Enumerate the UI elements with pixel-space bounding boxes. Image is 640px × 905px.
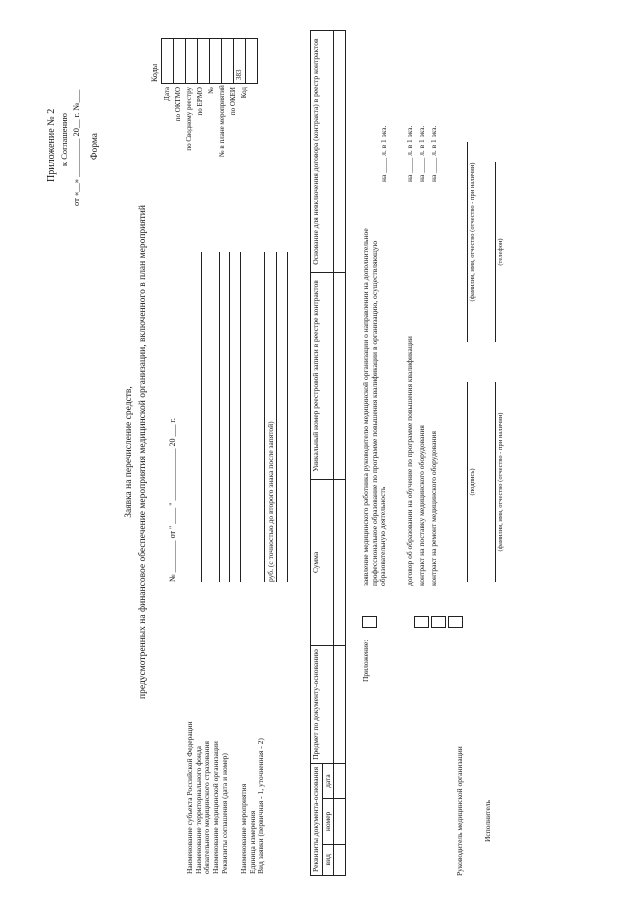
code-label-oktmo: по ОКТМО <box>174 87 182 122</box>
executor-label: Исполнитель <box>483 800 492 842</box>
appendix-agreement: к Соглашению <box>59 112 69 166</box>
attachment-count-2: на ____ л. в 1 экз. <box>405 125 414 182</box>
field-fund: Наименование территориального фонда <box>193 745 203 874</box>
attachment-item-4: контракт на ремонт медицинского оборудования <box>429 431 438 586</box>
request-number-line: № ________ от " ____ " _____________ 20 ___ г. <box>168 418 177 582</box>
field-agreement: Реквизиты соглашения (дата и номер) <box>219 753 229 874</box>
attachment-count-4: на ____ л. в 1 экз. <box>429 125 438 182</box>
line-kind <box>287 252 288 582</box>
document-sheet <box>40 22 600 882</box>
code-cell-ermo <box>198 39 210 84</box>
code-cell-oktmo <box>174 39 186 84</box>
code-cell-date <box>162 39 174 84</box>
executor-phone-caption: (телефон) <box>497 238 504 266</box>
attachment-item-2: договор об образовании на обучение по программе повышения квалификации <box>405 336 414 586</box>
code-cell-code <box>246 39 258 84</box>
col-registry: Уникальный номер реестровой записи в реестре контрактов <box>311 273 334 479</box>
attachment-label: Приложение: <box>361 639 370 682</box>
codes-table <box>161 38 258 84</box>
codes-labels <box>162 87 250 157</box>
code-label-okei: по ОКЕИ <box>229 87 237 116</box>
attachment-item-1: заявление медицинского работника руководителю медицинской организации о направлении на дополнительное профессиональное образование по программе повышения квалификации в организацию, осуществляющую образовательную деятельность <box>361 228 388 586</box>
appendix-title: Приложение № 2 <box>46 108 57 182</box>
code-label-ermo: по ЕРМО <box>196 87 204 116</box>
code-label-registry: по Сводному реестру <box>185 87 193 151</box>
line-unit <box>276 252 277 582</box>
head-signature-line <box>467 382 468 582</box>
code-cell-registry <box>186 39 198 84</box>
unit-value: руб. (с точностью до второго знака после запятой) <box>266 421 275 582</box>
field-labels <box>186 721 266 874</box>
col-date: дата <box>322 763 334 798</box>
attachment-checkbox-group <box>414 614 463 628</box>
line-org <box>229 252 230 582</box>
line-subject <box>201 252 202 582</box>
head-fio-caption: (фамилия, имя, отчество (отчество - при наличии) <box>469 162 476 302</box>
col-kind: вид <box>322 844 334 875</box>
attachment-checkbox-1 <box>362 614 377 628</box>
code-label-date: Дата <box>163 87 171 101</box>
codes-header: Коды <box>150 63 159 82</box>
code-cell-plan <box>222 39 234 84</box>
page-title: Заявка на перечисление средств, <box>124 386 134 518</box>
code-cell-number <box>210 39 222 84</box>
code-label-number: № <box>207 87 215 94</box>
page-subtitle: предусмотренных на финансовое обеспечение мероприятия медицинской организации, включенного в план мероприятий <box>138 205 148 699</box>
form-label: Форма <box>90 132 100 160</box>
head-label: Руководитель медицинской организации <box>455 746 464 876</box>
col-number: номер <box>322 799 334 844</box>
head-signature-caption: (подпись) <box>469 468 476 496</box>
main-table <box>310 30 346 876</box>
line-agreement <box>240 252 241 582</box>
field-org: Наименование медицинской организации <box>210 741 220 874</box>
line-event <box>264 252 265 582</box>
executor-fio-line <box>495 382 496 582</box>
field-request-kind: Вид заявки (первичная - 1, уточненная - 2) <box>256 738 266 874</box>
table-row <box>334 31 346 876</box>
executor-phone-line <box>495 162 496 342</box>
executor-fio-caption: (фамилия, имя, отчество (отчество - при наличии) <box>497 412 504 552</box>
col-subject: Предмет по документу-основанию <box>311 646 334 764</box>
col-basis: Основание для невключения договора (контракта) в реестр контрактов <box>311 31 334 273</box>
code-label-code: Код <box>240 87 248 99</box>
field-unit: Единица измерения <box>247 810 257 874</box>
col-sum: Сумма <box>311 479 334 645</box>
field-fund-2: обязательного медицинского страхования <box>202 741 212 874</box>
attachment-count-3: на ____ л. в 1 экз. <box>417 125 426 182</box>
field-subject: Наименование субъекта Российской Федерации <box>185 721 194 874</box>
head-fio-line <box>467 142 468 342</box>
code-cell-okei: 383 <box>234 39 246 84</box>
appendix-date-line: от «__» _________ 20__ г. №___ <box>71 89 81 206</box>
attachment-item-3: контракт на поставку медицинского оборудования <box>417 425 426 586</box>
col-doc-requisites: Реквизиты документа-основания <box>311 763 323 875</box>
attachment-count-1: на ____ л. в 1 экз. <box>379 125 388 182</box>
field-event: Наименование мероприятия <box>239 783 249 874</box>
line-fund <box>219 252 220 582</box>
code-label-plan-number: № в плане мероприятий <box>218 85 226 157</box>
